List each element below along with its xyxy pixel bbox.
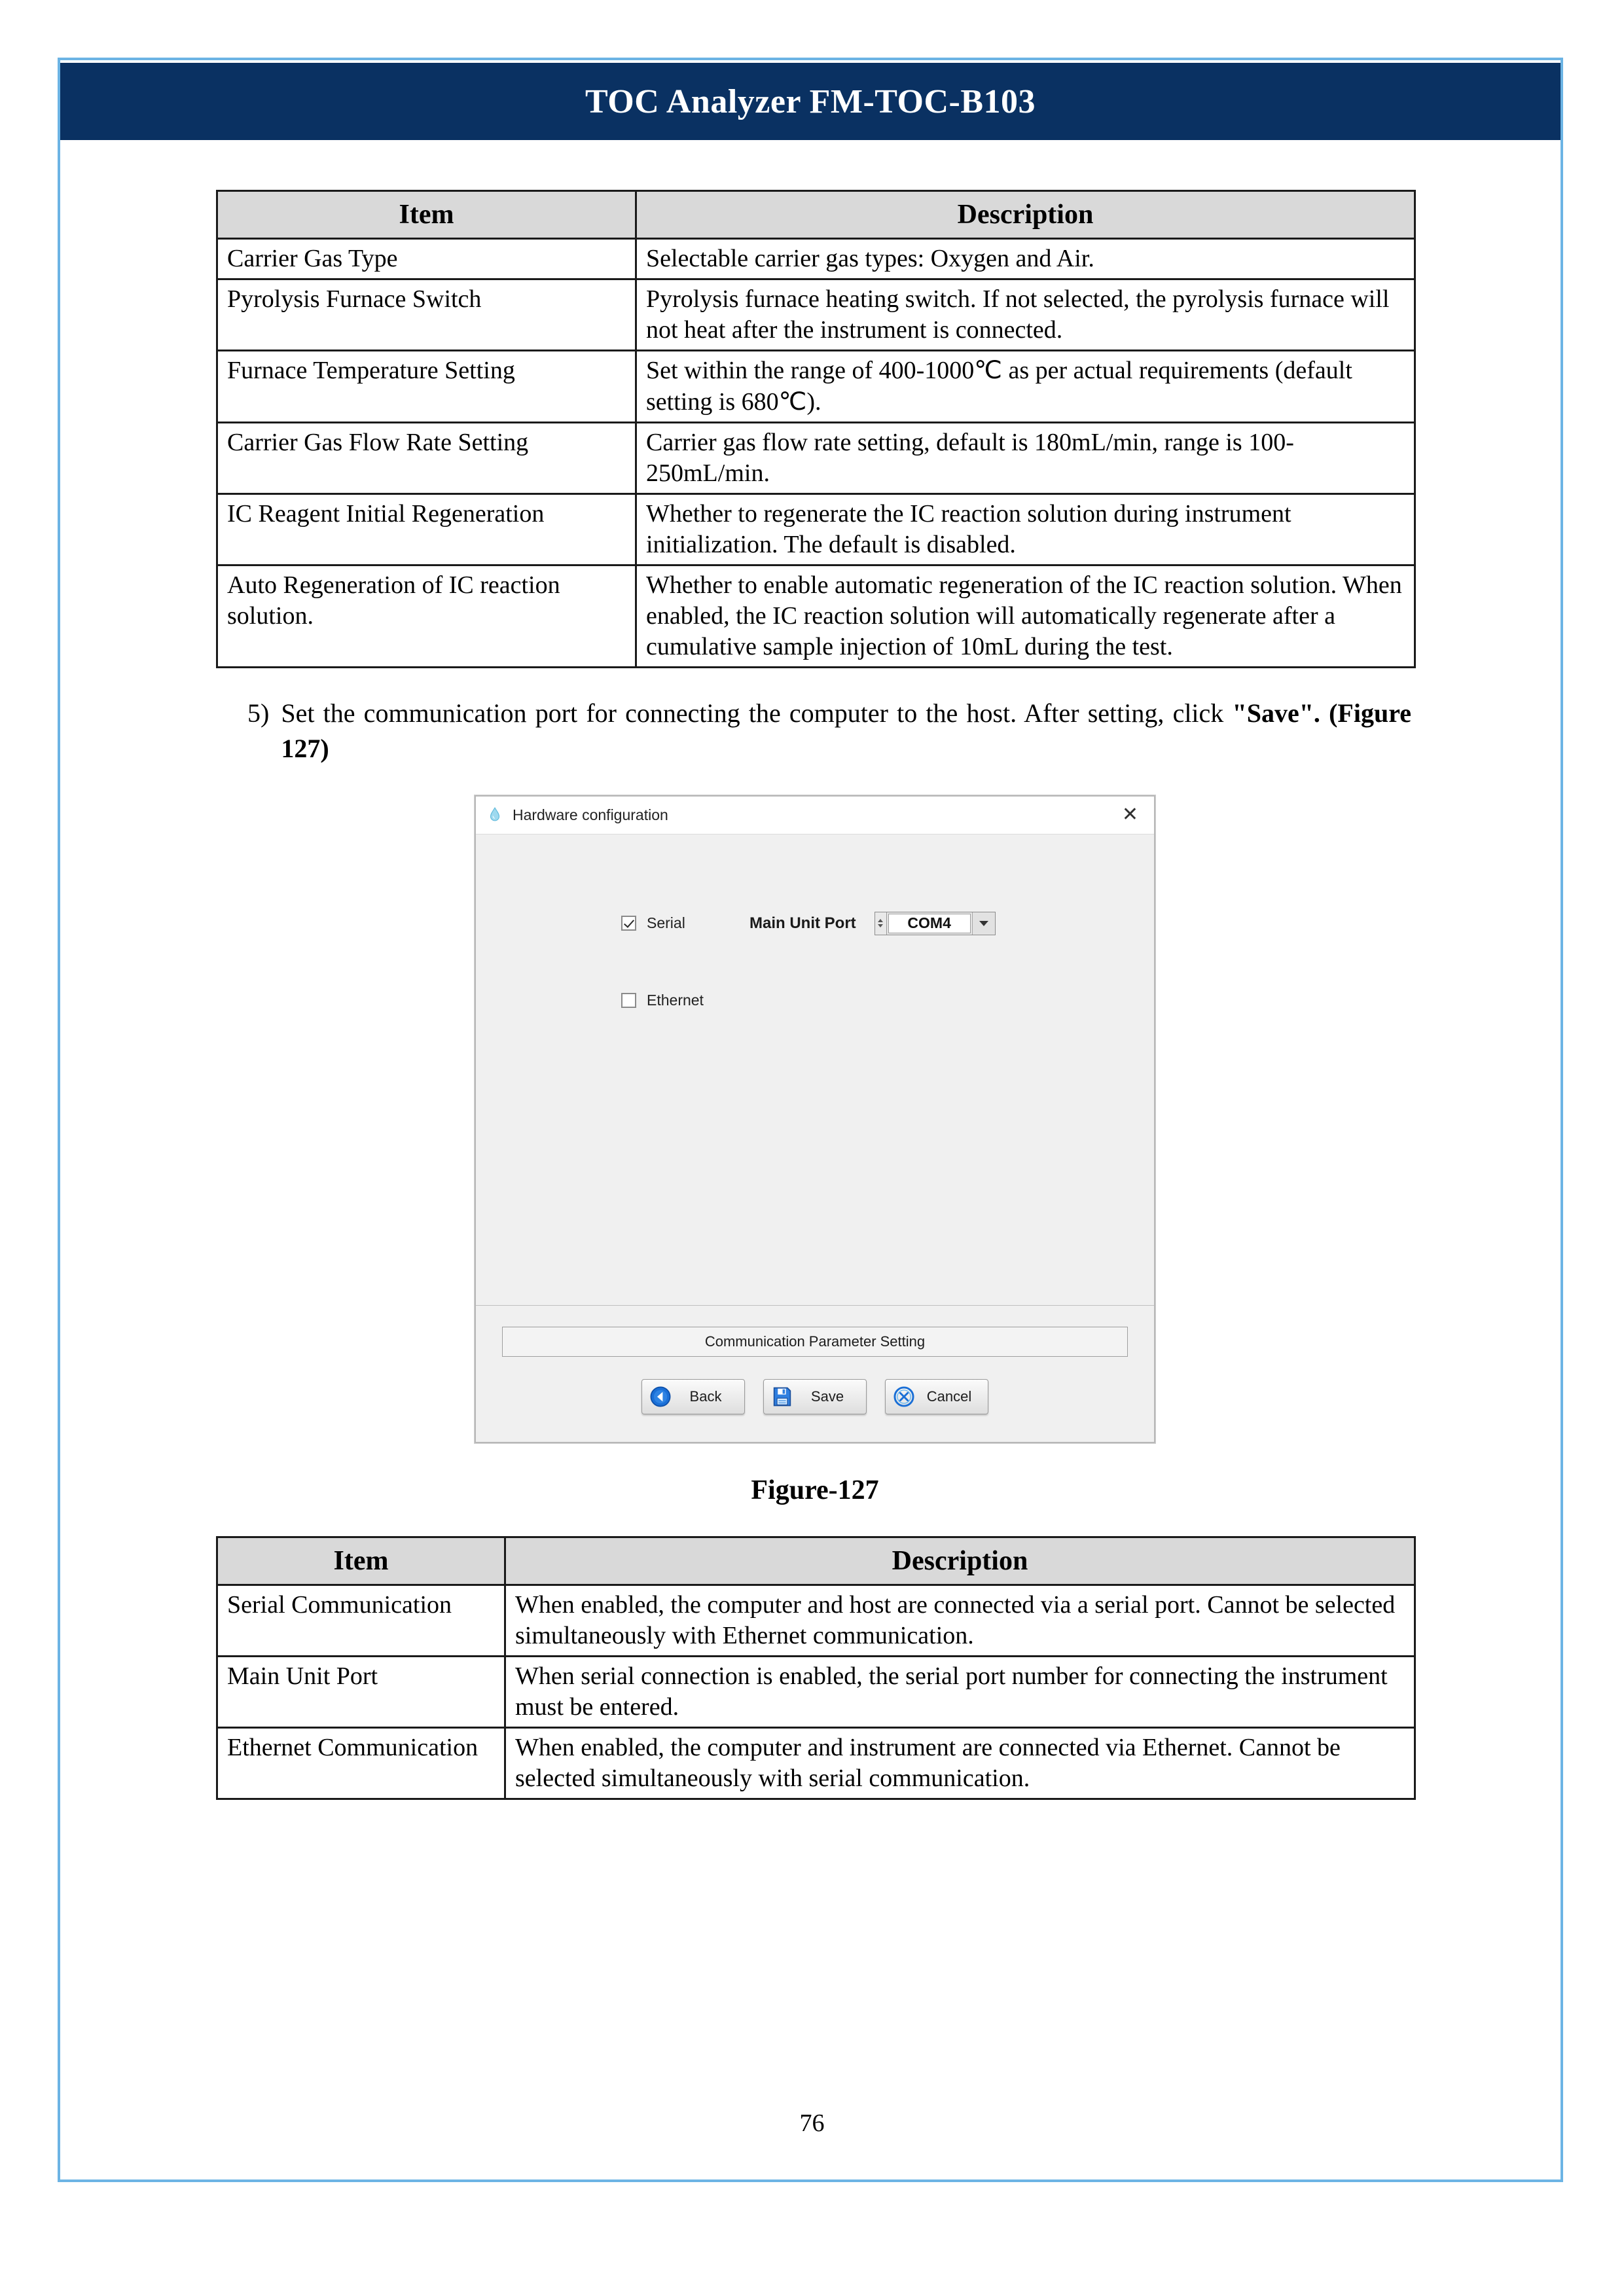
table-row bbox=[217, 239, 1415, 279]
cell-description: When enabled, the computer and host are connected via a serial port. Cannot be selected simultaneously with Ethernet communication. bbox=[505, 1585, 1415, 1656]
step-text-plain: Set the communication port for connecting the computer to the host. After setting, click bbox=[281, 698, 1233, 728]
cell-item: IC Reagent Initial Regeneration bbox=[217, 493, 636, 565]
communication-parameter-setting-button[interactable]: Communication Parameter Setting bbox=[502, 1327, 1128, 1357]
cell-description: Pyrolysis furnace heating switch. If not selected, the pyrolysis furnace will not heat after the instrument is connected. bbox=[636, 279, 1415, 351]
dialog-title-text: Hardware configuration bbox=[513, 806, 668, 823]
cell-item: Main Unit Port bbox=[217, 1656, 505, 1727]
save-button[interactable] bbox=[763, 1379, 867, 1414]
cell-item: Carrier Gas Type bbox=[217, 239, 636, 279]
table-row bbox=[217, 493, 1415, 565]
cell-item: Carrier Gas Flow Rate Setting bbox=[217, 422, 636, 493]
back-button[interactable] bbox=[641, 1379, 745, 1414]
document-header-banner bbox=[60, 63, 1561, 140]
document-content bbox=[216, 190, 1414, 1800]
serial-checkbox[interactable] bbox=[621, 916, 636, 931]
close-icon[interactable]: ✕ bbox=[1121, 804, 1138, 826]
table-header-row bbox=[217, 191, 1415, 239]
page-title: TOC Analyzer FM-TOC-B103 bbox=[585, 82, 1036, 120]
column-header-description: Description bbox=[636, 191, 1415, 239]
column-header-description: Description bbox=[505, 1537, 1415, 1585]
table-row bbox=[217, 565, 1415, 668]
ethernet-checkbox-label: Ethernet bbox=[647, 991, 704, 1009]
back-button-label: Back bbox=[689, 1388, 722, 1405]
page-number: 76 bbox=[799, 2109, 825, 2137]
dialog-body bbox=[476, 834, 1154, 1306]
cell-item: Auto Regeneration of IC reaction solution. bbox=[217, 565, 636, 668]
dialog-footer bbox=[476, 1306, 1154, 1442]
cell-description: Carrier gas flow rate setting, default is 180mL/min, range is 100-250mL/min. bbox=[636, 422, 1415, 493]
column-header-item: Item bbox=[217, 1537, 505, 1585]
table-row bbox=[217, 351, 1415, 422]
cell-description: Selectable carrier gas types: Oxygen and Air. bbox=[636, 239, 1415, 279]
save-button-label: Save bbox=[810, 1388, 844, 1405]
table-row bbox=[217, 279, 1415, 351]
main-unit-port-value[interactable]: COM4 bbox=[888, 914, 971, 933]
step-text-emphasis: "Save". (Figure 127) bbox=[281, 698, 1411, 763]
serial-checkbox-row[interactable] bbox=[621, 914, 685, 932]
cell-description: When serial connection is enabled, the serial port number for connecting the instrument must be entered. bbox=[505, 1656, 1415, 1727]
cell-description: Whether to enable automatic regeneration of the IC reaction solution. When enabled, the IC reaction solution will automatically regenerate after a cumulative sample injection of 10mL during the test. bbox=[636, 565, 1415, 668]
spinner-down-icon[interactable] bbox=[878, 924, 883, 927]
ethernet-checkbox-row[interactable] bbox=[621, 992, 704, 1009]
main-unit-port-combo[interactable] bbox=[875, 912, 996, 935]
instruction-step-5 bbox=[247, 696, 1411, 766]
dialog-button-row bbox=[476, 1379, 1154, 1414]
cell-description: Set within the range of 400-1000℃ as per actual requirements (default setting is 680℃). bbox=[636, 351, 1415, 422]
chevron-down-icon[interactable] bbox=[972, 912, 995, 935]
main-unit-port-group bbox=[749, 912, 996, 935]
table-row bbox=[217, 1585, 1415, 1656]
hardware-configuration-dialog bbox=[475, 795, 1155, 1443]
dialog-title-bar bbox=[476, 797, 1154, 834]
figure-127-wrapper bbox=[216, 795, 1414, 1443]
spinner-up-icon[interactable] bbox=[878, 919, 883, 922]
hardware-parameters-table bbox=[216, 190, 1416, 668]
table-row bbox=[217, 422, 1415, 493]
main-unit-port-label: Main Unit Port bbox=[749, 914, 856, 932]
ethernet-checkbox[interactable] bbox=[621, 993, 636, 1008]
serial-checkbox-label: Serial bbox=[647, 914, 685, 931]
table-header-row bbox=[217, 1537, 1415, 1585]
cell-description: When enabled, the computer and instrument are connected via Ethernet. Cannot be selected simultaneously with serial communication. bbox=[505, 1728, 1415, 1799]
back-arrow-icon bbox=[649, 1385, 672, 1408]
communication-parameters-table bbox=[216, 1536, 1416, 1801]
step-number: 5) bbox=[247, 698, 270, 728]
spinner-icon[interactable] bbox=[875, 912, 887, 935]
cell-item: Serial Communication bbox=[217, 1585, 505, 1656]
cell-description: Whether to regenerate the IC reaction solution during instrument initialization. The default is disabled. bbox=[636, 493, 1415, 565]
communication-table-wrapper bbox=[216, 1536, 1414, 1801]
cell-item: Ethernet Communication bbox=[217, 1728, 505, 1799]
cell-item: Pyrolysis Furnace Switch bbox=[217, 279, 636, 351]
figure-caption: Figure-127 bbox=[751, 1475, 879, 1505]
step-text bbox=[281, 696, 1411, 766]
floppy-disk-icon bbox=[770, 1385, 794, 1408]
cancel-button[interactable] bbox=[885, 1379, 988, 1414]
table-row bbox=[217, 1728, 1415, 1799]
cancel-button-label: Cancel bbox=[926, 1388, 972, 1405]
table-row bbox=[217, 1656, 1415, 1727]
cell-item: Furnace Temperature Setting bbox=[217, 351, 636, 422]
column-header-item: Item bbox=[217, 191, 636, 239]
cancel-circle-icon bbox=[892, 1385, 916, 1408]
water-drop-icon bbox=[486, 806, 503, 823]
